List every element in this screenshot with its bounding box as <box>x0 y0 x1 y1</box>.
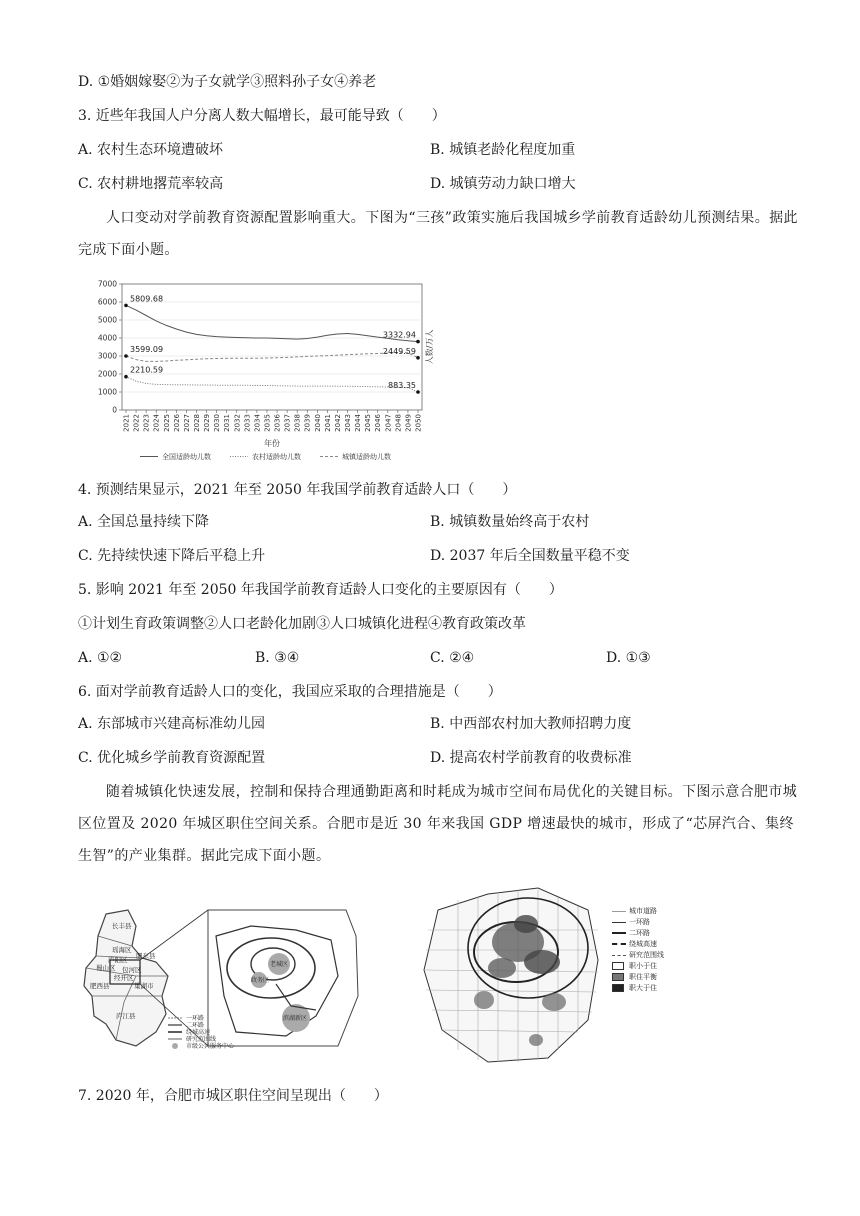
x-tick-label: 2030 <box>213 414 222 432</box>
left-legend-4: 市级公共服务中心 <box>186 1043 235 1050</box>
q3-option-c: C. 农村耕地撂荒率较高 <box>78 176 224 192</box>
region-label-1: 瑶海区 <box>112 946 132 954</box>
x-tick-label: 2032 <box>233 414 242 432</box>
region-label-2: 庐阳区 <box>108 956 128 964</box>
x-tick-label: 2039 <box>303 414 312 432</box>
q6-option-b: B. 中西部农村加大教师招聘力度 <box>430 716 632 732</box>
y-tick-label: 6000 <box>97 297 117 307</box>
x-axis-label: 年份 <box>264 439 280 448</box>
series-endpoint <box>124 354 128 358</box>
district-label-1: 政务区 <box>251 977 270 984</box>
right-legend-item <box>612 928 702 939</box>
left-legend-0: 一环路 <box>186 1015 205 1022</box>
x-tick-label: 2024 <box>152 414 161 432</box>
q4-option-c: C. 先持续快速下降后平稳上升 <box>78 548 266 564</box>
q3-stem: 3. 近些年我国人户分离人数大幅增长，最可能导致（ ） <box>78 108 446 124</box>
x-tick-label: 2029 <box>203 414 212 432</box>
district-label-2: 滨湖新区 <box>283 1015 308 1022</box>
plot-frame <box>122 284 422 410</box>
right-legend-5: 职小于住 <box>629 962 657 970</box>
data-label: 883.35 <box>388 381 416 390</box>
q5-items: ①计划生育政策调整②人口老龄化加剧③人口城镇化进程④教育政策改革 <box>78 616 526 632</box>
right-legend-item <box>612 906 702 917</box>
x-tick-label: 2046 <box>374 414 383 432</box>
right-legend-item <box>612 983 702 994</box>
x-tick-label: 2049 <box>404 414 413 432</box>
y-tick-label: 5000 <box>97 315 117 325</box>
right-legend-item <box>612 939 702 950</box>
right-legend-1: 一环路 <box>629 918 650 926</box>
x-tick-label: 2031 <box>223 414 232 432</box>
series-line-0 <box>126 305 418 341</box>
region-label-8: 巢湖市 <box>134 982 154 990</box>
left-legend-2: 绕城高速 <box>186 1029 211 1036</box>
chart-intro-text: 人口变动对学前教育资源配置影响重大。下图为“三孩”政策实施后我国城乡学前教育适龄幼儿预测结果。据此完成下面小题。 <box>78 210 798 258</box>
data-label: 2449.59 <box>382 346 416 356</box>
region-label-5: 包河区 <box>122 966 142 974</box>
series-line-1 <box>126 377 418 392</box>
series-endpoint <box>416 356 420 360</box>
x-tick-label: 2026 <box>172 414 181 432</box>
q6-stem: 6. 面对学前教育适龄人口的变化，我国应采取的合理措施是（ ） <box>78 684 502 700</box>
x-tick-label: 2034 <box>253 414 262 432</box>
series-endpoint <box>416 390 420 394</box>
q6-option-c: C. 优化城乡学前教育资源配置 <box>78 750 266 766</box>
legend-label-2: 城镇适龄幼儿数 <box>342 453 391 461</box>
x-tick-label: 2028 <box>192 414 201 432</box>
q3-option-a: A. 农村生态环境遭破坏 <box>78 142 224 158</box>
y-tick-label: 4000 <box>97 333 117 343</box>
q6-option-d: D. 提高农村学前教育的收费标准 <box>430 750 632 766</box>
right-legend-2: 二环路 <box>629 929 650 937</box>
x-tick-label: 2043 <box>344 414 353 432</box>
data-label: 3599.09 <box>130 345 164 354</box>
x-tick-label: 2035 <box>263 414 272 432</box>
right-legend-item <box>612 961 702 972</box>
region-label-3: 蜀山区 <box>96 964 116 972</box>
x-tick-label: 2023 <box>142 414 151 432</box>
x-tick-label: 2041 <box>323 414 332 432</box>
y-axis-label: 人数/万人 <box>425 329 434 365</box>
x-tick-label: 2044 <box>354 414 363 432</box>
y-tick-label: 2000 <box>97 369 117 379</box>
district-label-0: 老城区 <box>270 961 289 968</box>
population-line-chart <box>78 276 548 466</box>
y-tick-label: 0 <box>112 405 117 415</box>
q2-option-d: D. ①婚姻嫁娶②为子女就学③照料孙子女④养老 <box>78 74 377 90</box>
region-label-7: 肥西县 <box>90 982 110 990</box>
x-tick-label: 2033 <box>243 414 252 432</box>
x-tick-label: 2022 <box>132 414 141 432</box>
series-endpoint <box>124 304 128 308</box>
region-label-6: 经开区 <box>114 974 134 982</box>
series-endpoint <box>416 340 420 344</box>
y-tick-label: 3000 <box>97 351 117 361</box>
region-label-9: 庐江县 <box>116 1012 136 1020</box>
right-legend-4: 研究范围线 <box>629 951 664 959</box>
q4-option-b: B. 城镇数量始终高于农村 <box>430 514 590 530</box>
data-label: 2210.59 <box>130 365 164 375</box>
region-label-0: 长丰县 <box>112 922 132 930</box>
job-housing-map <box>418 880 608 1070</box>
x-tick-label: 2036 <box>273 414 282 432</box>
q5-option-d: D. ①③ <box>606 650 651 666</box>
x-tick-label: 2021 <box>122 414 131 432</box>
right-map-legend <box>612 906 702 994</box>
x-tick-label: 2045 <box>364 414 373 432</box>
right-legend-item <box>612 917 702 928</box>
q7-stem: 7. 2020 年，合肥市城区职住空间呈现出（ ） <box>78 1088 388 1104</box>
right-legend-3: 绕城高速 <box>629 940 657 948</box>
x-tick-label: 2027 <box>182 414 191 432</box>
region-label-4: 肥东县 <box>136 952 156 960</box>
map-intro-text: 随着城镇化快速发展，控制和保持合理通勤距离和时耗成为城市空间布局优化的关键目标。下图示意合肥市城区位置及 2020 年城区职住空间关系。合肥市是近 30 年来我国 GDP 增速最快的城市，形成了“芯屏汽合、集终生智”的产业集群。据此完成下面小题。 <box>78 784 798 864</box>
right-legend-item <box>612 972 702 983</box>
q5-option-b: B. ③④ <box>255 650 300 666</box>
chart-intro-paragraph <box>78 202 808 266</box>
x-tick-label: 2047 <box>384 414 393 432</box>
x-tick-label: 2037 <box>283 414 292 432</box>
q3-option-b: B. 城镇老龄化程度加重 <box>430 142 576 158</box>
left-map-legend <box>168 1014 235 1050</box>
q6-option-a: A. 东部城市兴建高标准幼儿园 <box>78 716 266 732</box>
q5-option-a: A. ①② <box>78 650 123 666</box>
q3-option-d: D. 城镇劳动力缺口增大 <box>430 176 576 192</box>
legend-label-0: 全国适龄幼儿数 <box>162 453 211 461</box>
right-legend-0: 城市道路 <box>629 907 657 915</box>
x-tick-label: 2048 <box>394 414 403 432</box>
map-intro-paragraph <box>78 776 808 872</box>
q4-option-a: A. 全国总量持续下降 <box>78 514 210 530</box>
x-tick-label: 2042 <box>333 414 342 432</box>
hefei-location-map <box>76 906 362 1050</box>
right-legend-6: 职住平衡 <box>629 973 657 981</box>
data-label: 3332.94 <box>382 330 416 340</box>
x-tick-label: 2040 <box>313 414 322 432</box>
legend-label-1: 农村适龄幼儿数 <box>252 453 301 461</box>
y-tick-label: 1000 <box>97 387 117 397</box>
right-legend-7: 职大于住 <box>629 984 657 992</box>
q5-stem: 5. 影响 2021 年至 2050 年我国学前教育适龄人口变化的主要原因有（ ） <box>78 582 563 598</box>
data-label: 5809.68 <box>130 294 164 304</box>
q5-option-c: C. ②④ <box>430 650 475 666</box>
x-tick-label: 2025 <box>162 414 171 432</box>
right-legend-item <box>612 950 702 961</box>
series-endpoint <box>124 375 128 379</box>
q4-stem: 4. 预测结果显示，2021 年至 2050 年我国学前教育适龄人口（ ） <box>78 482 517 498</box>
research-boundary <box>216 926 338 1036</box>
x-tick-label: 2050 <box>414 414 423 432</box>
left-legend-1: 二环路 <box>186 1022 205 1029</box>
left-legend-3: 研究范围线 <box>186 1036 217 1043</box>
x-tick-label: 2038 <box>293 414 302 432</box>
q4-option-d: D. 2037 年后全国数量平稳不变 <box>430 548 630 564</box>
series-line-2 <box>126 353 418 362</box>
y-tick-label: 7000 <box>97 279 117 289</box>
